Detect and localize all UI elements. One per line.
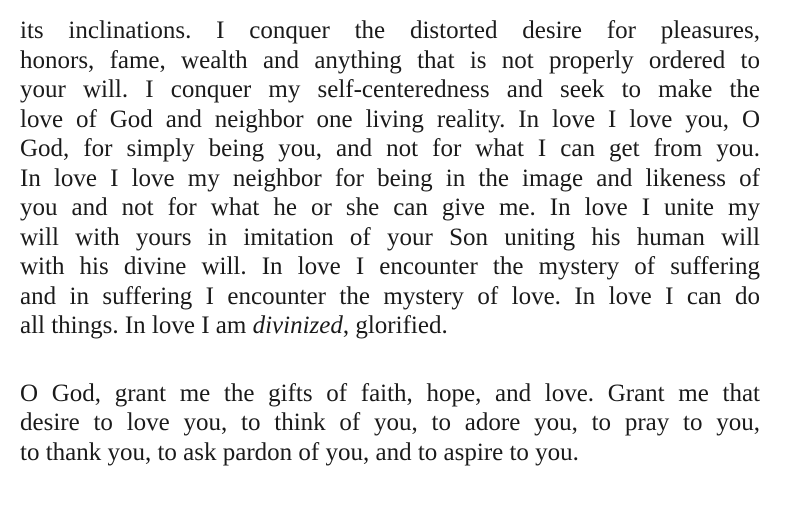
text-line: love of God and neighbor one living reality. In love I love you, O [20,105,760,133]
text-line: and in suffering I encounter the mystery of love. In love I can do [20,282,760,310]
text-line: its inclinations. I conquer the distorted desire for pleasures, [20,17,760,44]
text-line: your will. I conquer my self-centeredness and seek to make the [20,76,760,103]
text-line: with his divine will. In love I encounter the mystery of suffering [20,253,760,280]
text-line: honors, fame, wealth and anything that is not properly ordered to [20,46,760,74]
paragraph-prayer [20,379,760,468]
text-line: desire to love you, to think of you, to adore you, to pray to you, [20,409,760,436]
text-line-final [20,311,760,341]
text-line: O God, grant me the gifts of faith, hope, and love. Grant me that [20,379,760,407]
paragraph-inclinations [20,16,760,341]
emphasis-divinized: divinized [252,312,343,339]
document-page [20,16,760,467]
text-line: God, for simply being you, and not for what I can get from you. [20,135,760,162]
text-line: you and not for what he or she can give me. In love I unite my [20,194,760,221]
text-segment: all things. In love I am [20,312,253,339]
text-line: will with yours in imitation of your Son uniting his human will [20,223,760,251]
text-line-final: to thank you, to ask pardon of you, and to aspire to you. [20,438,579,466]
text-segment: , glorified. [342,312,448,339]
text-line: In love I love my neighbor for being in the image and likeness of [20,164,760,192]
